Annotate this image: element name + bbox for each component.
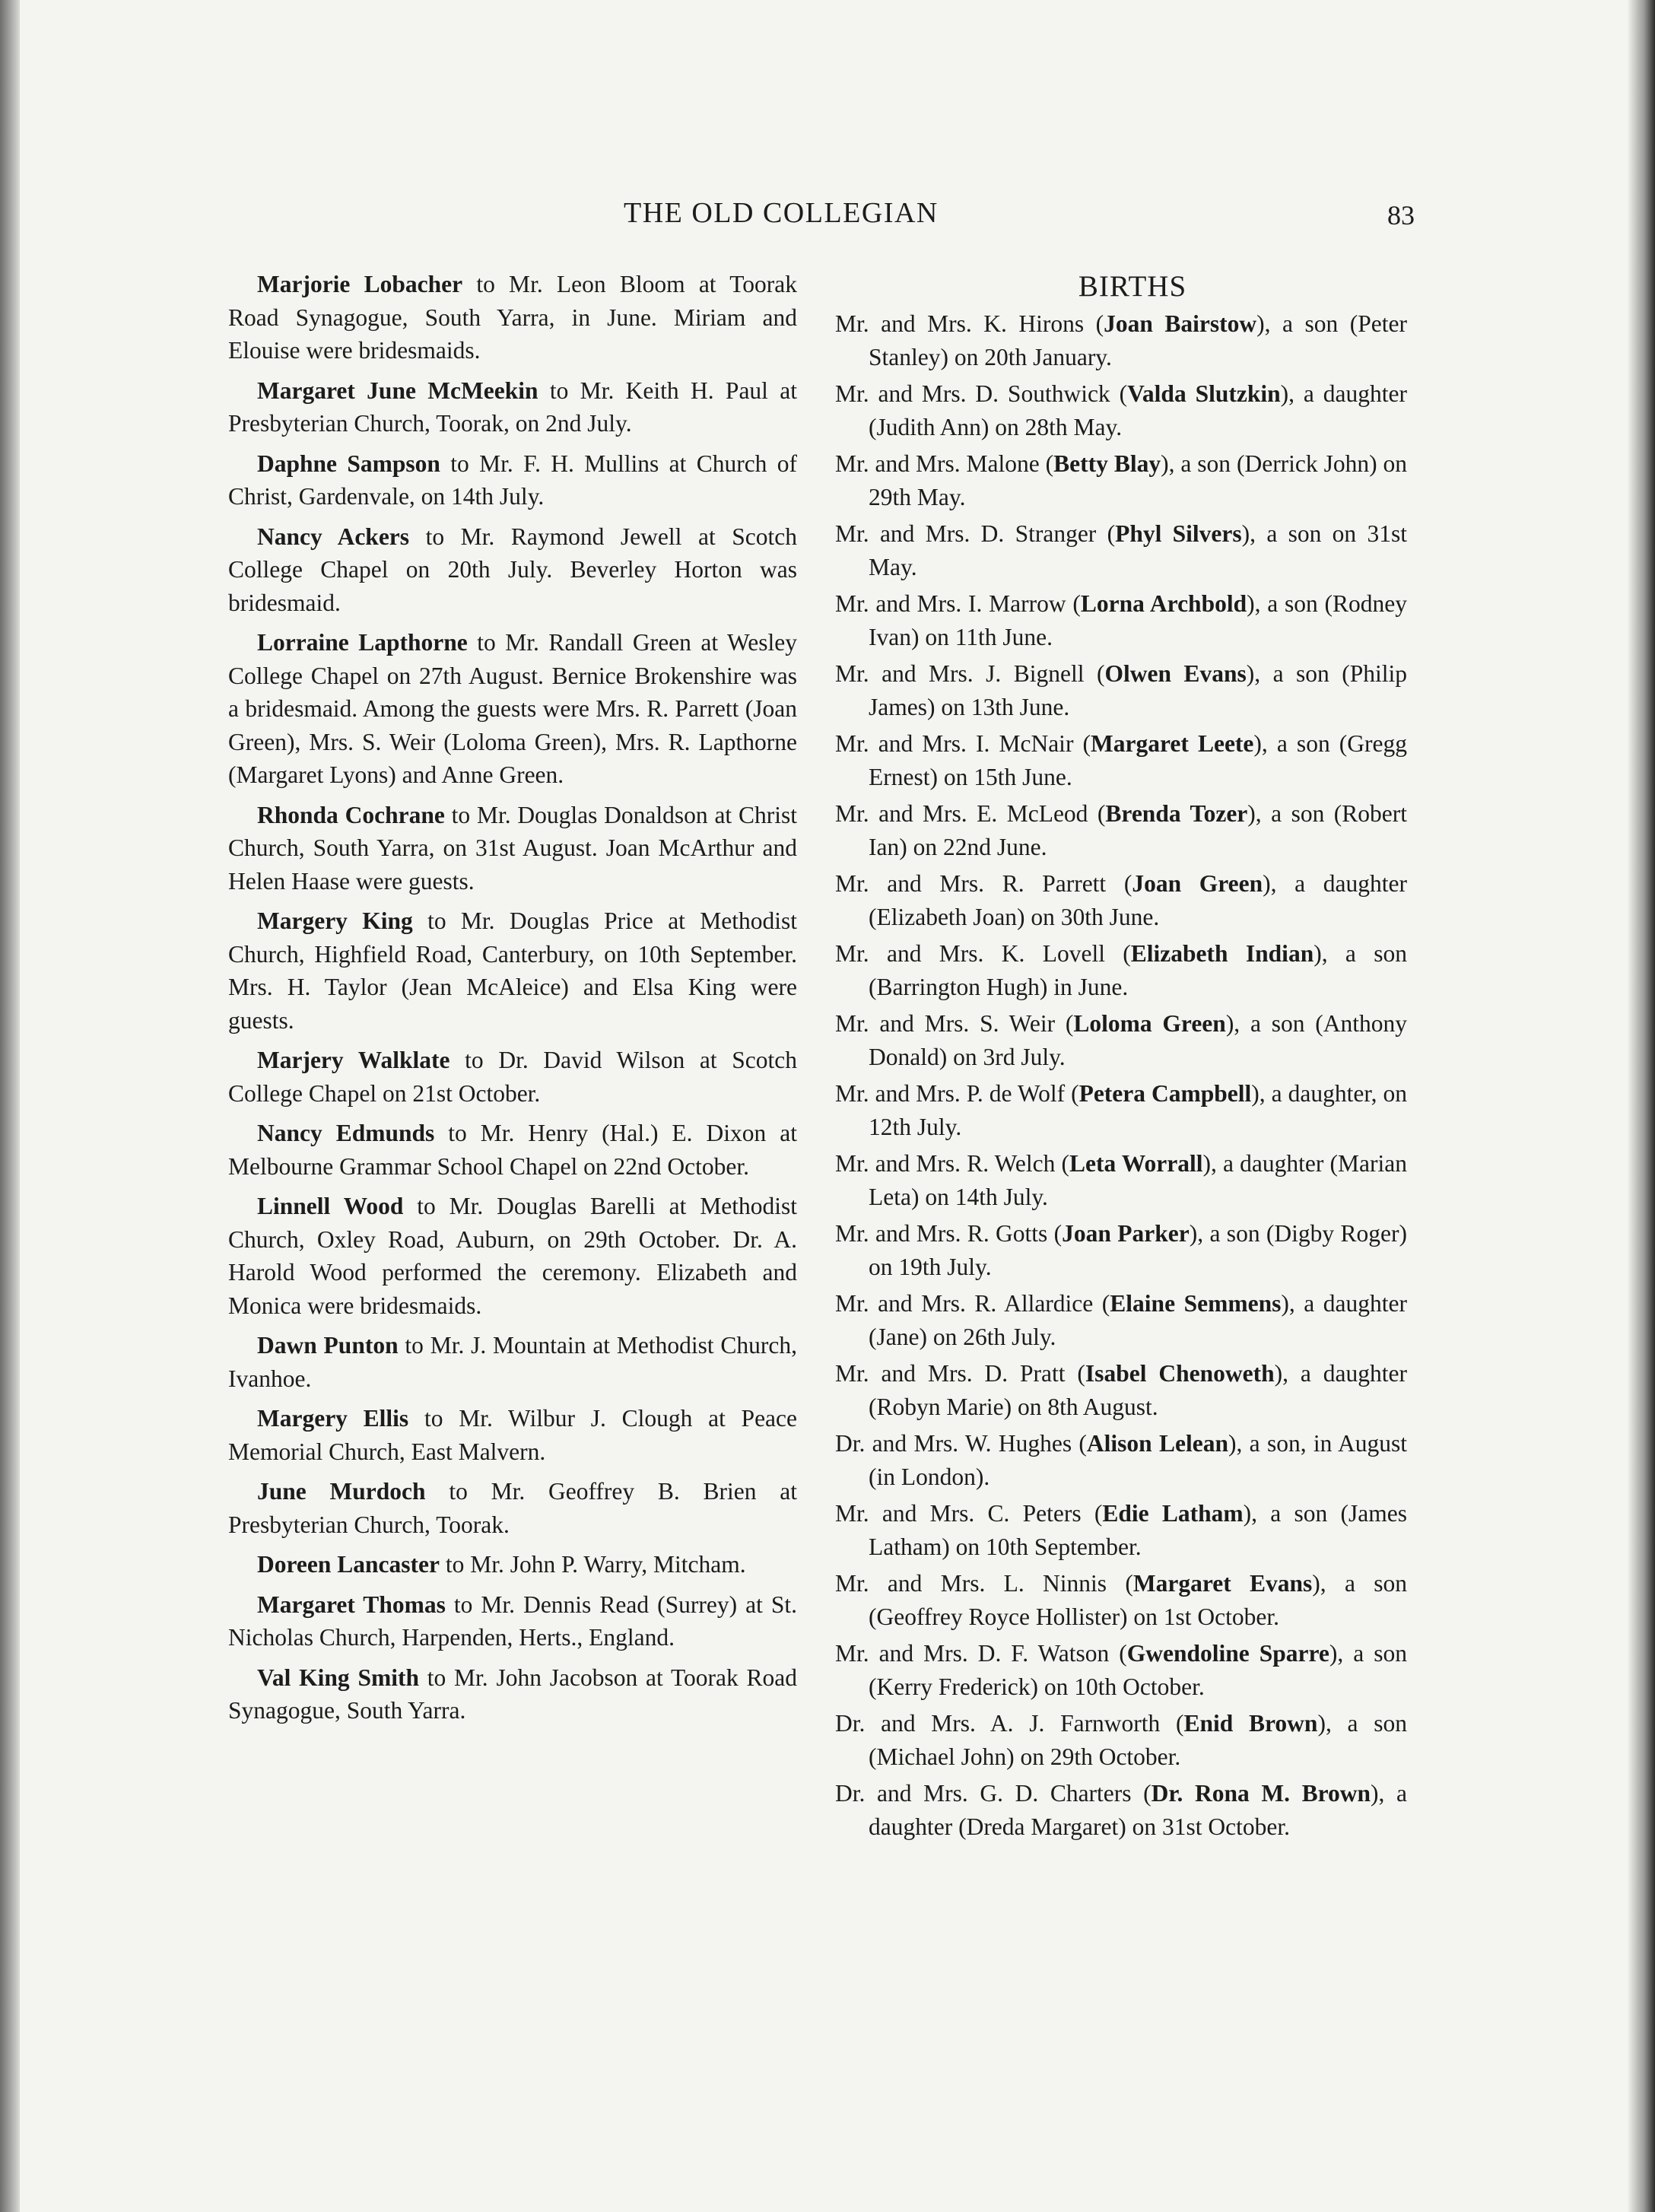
- page-number: 83: [1387, 200, 1415, 230]
- birth-text: ), a son (Gregg Ernest) on 15th June.: [869, 730, 1407, 790]
- mother-maiden-name: Elaine Semmens: [1110, 1290, 1282, 1317]
- parents-text: Mr. and Mrs. K. Hirons (: [835, 310, 1104, 337]
- parents-text: Mr. and Mrs. D. Stranger (: [835, 520, 1116, 547]
- birth-entry: [835, 797, 1407, 863]
- birth-entry: [835, 1287, 1407, 1353]
- birth-text: ), a son (Robert Ian) on 22nd June.: [869, 800, 1408, 860]
- parents-text: Dr. and Mrs. A. J. Farnworth (: [835, 1710, 1184, 1737]
- running-title: THE OLD COLLEGIAN: [624, 197, 939, 229]
- birth-entry: [835, 727, 1407, 793]
- birth-entry: [835, 1147, 1407, 1213]
- birth-entry: [835, 1567, 1407, 1633]
- birth-entry: [835, 1637, 1407, 1703]
- birth-text: ), a daughter (Marian Leta) on 14th July.: [869, 1150, 1407, 1210]
- parents-text: Mr. and Mrs. D. F. Watson (: [835, 1640, 1127, 1667]
- birth-text: ), a daughter, on 12th July.: [869, 1080, 1407, 1140]
- parents-text: Mr. and Mrs. I. McNair (: [835, 730, 1091, 757]
- marriage-text: to Mr. Douglas Barelli at Methodist Church, Oxley Road, Auburn, on 29th October. Dr. A. Harold Wood performed the ceremony. Elizabeth and Monica were bridesmaids.: [228, 1193, 797, 1319]
- birth-text: ), a son (Derrick John) on 29th May.: [869, 450, 1408, 510]
- birth-entry: [835, 1217, 1407, 1283]
- parents-text: Mr. and Mrs. D. Pratt (: [835, 1360, 1085, 1387]
- marriages-column: [228, 268, 797, 1734]
- bride-name: Margaret Thomas: [257, 1591, 446, 1618]
- bride-name: Daphne Sampson: [257, 450, 440, 477]
- marriage-entry: [228, 1661, 797, 1727]
- parents-text: Mr. and Mrs. C. Peters (: [835, 1500, 1103, 1527]
- parents-text: Mr. and Mrs. J. Bignell (: [835, 660, 1105, 687]
- birth-entry: [835, 1707, 1407, 1773]
- bride-name: Val King Smith: [257, 1664, 419, 1691]
- mother-maiden-name: Dr. Rona M. Brown: [1151, 1780, 1371, 1807]
- marriage-entry: [228, 1588, 797, 1654]
- bride-name: Margery King: [257, 907, 413, 934]
- page-header: [228, 196, 1415, 242]
- marriage-entry: [228, 447, 797, 513]
- parents-text: Mr. and Mrs. Malone (: [835, 450, 1054, 477]
- mother-maiden-name: Joan Parker: [1062, 1220, 1190, 1247]
- mother-maiden-name: Margaret Evans: [1132, 1570, 1313, 1597]
- birth-entry: [835, 1427, 1407, 1493]
- page-edge-shadow: [1628, 0, 1655, 2212]
- marriage-text: to Mr. John Jacobson at Toorak Road Synagogue, South Yarra.: [228, 1664, 797, 1724]
- parents-text: Mr. and Mrs. R. Welch (: [835, 1150, 1069, 1177]
- birth-text: ), a son (Peter Stanley) on 20th January.: [869, 310, 1407, 370]
- marriage-text: to Mr. Leon Bloom at Toorak Road Synagogue, South Yarra, in June. Miriam and Elouise were bridesmaids.: [228, 271, 797, 364]
- bride-name: Nancy Ackers: [257, 523, 410, 550]
- mother-maiden-name: Valda Slutzkin: [1127, 380, 1281, 407]
- marriage-entry: [228, 374, 797, 440]
- marriage-entry: [228, 1475, 797, 1541]
- birth-text: ), a son (James Latham) on 10th September.: [869, 1500, 1407, 1560]
- marriage-entry: [228, 1548, 797, 1581]
- marriage-text: to Mr. Douglas Price at Methodist Church, Highfield Road, Canterbury, on 10th September. Mrs. H. Taylor (Jean McAleice) and Elsa King were guests.: [228, 907, 797, 1034]
- mother-maiden-name: Margaret Leete: [1091, 730, 1254, 757]
- births-column: [835, 268, 1407, 1847]
- parents-text: Dr. and Mrs. W. Hughes (: [835, 1430, 1087, 1457]
- bride-name: Marjorie Lobacher: [257, 271, 463, 297]
- mother-maiden-name: Gwendoline Sparre: [1126, 1640, 1329, 1667]
- marriage-text: to Mr. Geoffrey B. Brien at Presbyterian Church, Toorak.: [228, 1478, 797, 1538]
- parents-text: Mr. and Mrs. L. Ninnis (: [835, 1570, 1133, 1597]
- mother-maiden-name: Brenda Tozer: [1105, 800, 1248, 827]
- marriage-entry: [228, 626, 797, 792]
- marriage-text: to Mr. Henry (Hal.) E. Dixon at Melbourne Grammar School Chapel on 22nd October.: [228, 1120, 797, 1180]
- birth-entry: [835, 937, 1407, 1003]
- marriage-text: to Mr. Dennis Read (Surrey) at St. Nicholas Church, Harpenden, Herts., England.: [228, 1591, 797, 1651]
- bride-name: Nancy Edmunds: [257, 1120, 435, 1146]
- marriage-text: to Mr. John P. Warry, Mitcham.: [440, 1551, 746, 1578]
- parents-text: Mr. and Mrs. R. Parrett (: [835, 870, 1132, 897]
- marriage-entry: [228, 1329, 797, 1395]
- mother-maiden-name: Joan Green: [1132, 870, 1263, 897]
- marriage-entry: [228, 904, 797, 1037]
- mother-maiden-name: Lorna Archbold: [1080, 590, 1247, 617]
- parents-text: Mr. and Mrs. E. McLeod (: [835, 800, 1106, 827]
- birth-text: ), a son on 31st May.: [869, 520, 1407, 580]
- parents-text: Dr. and Mrs. G. D. Charters (: [835, 1780, 1152, 1807]
- birth-entry: [835, 657, 1407, 723]
- birth-text: ), a son (Kerry Frederick) on 10th October.: [869, 1640, 1407, 1700]
- mother-maiden-name: Enid Brown: [1183, 1710, 1318, 1737]
- birth-text: ), a son (Philip James) on 13th June.: [869, 660, 1408, 720]
- parents-text: Mr. and Mrs. R. Gotts (: [835, 1220, 1063, 1247]
- marriage-entry: [228, 520, 797, 620]
- marriage-text: to Mr. Keith H. Paul at Presbyterian Church, Toorak, on 2nd July.: [228, 377, 798, 437]
- birth-entry: [835, 587, 1407, 653]
- birth-text: ), a son (Barrington Hugh) in June.: [869, 940, 1408, 1000]
- bride-name: Margaret June McMeekin: [257, 377, 538, 404]
- bride-name: Marjery Walklate: [257, 1047, 450, 1073]
- mother-maiden-name: Isabel Chenoweth: [1085, 1360, 1275, 1387]
- birth-text: ), a son (Anthony Donald) on 3rd July.: [869, 1010, 1407, 1070]
- bride-name: Margery Ellis: [257, 1405, 409, 1432]
- marriage-text: to Mr. Douglas Donaldson at Christ Church, South Yarra, on 31st August. Joan McArthur and Helen Haase were guests.: [228, 801, 797, 895]
- bride-name: Doreen Lancaster: [257, 1551, 440, 1578]
- birth-entry: [835, 1007, 1407, 1073]
- marriage-entry: [228, 1117, 797, 1183]
- birth-text: ), a son, in August (in London).: [869, 1430, 1407, 1490]
- marriage-text: to Mr. Raymond Jewell at Scotch College Chapel on 20th July. Beverley Horton was bridesmaid.: [228, 523, 797, 616]
- birth-text: ), a daughter (Elizabeth Joan) on 30th June.: [869, 870, 1407, 930]
- mother-maiden-name: Betty Blay: [1053, 450, 1161, 477]
- birth-entry: [835, 307, 1407, 373]
- mother-maiden-name: Phyl Silvers: [1115, 520, 1242, 547]
- parents-text: Mr. and Mrs. I. Marrow (: [835, 590, 1081, 617]
- marriage-entry: [228, 1044, 797, 1110]
- parents-text: Mr. and Mrs. D. Southwick (: [835, 380, 1128, 407]
- mother-maiden-name: Alison Lelean: [1086, 1430, 1228, 1457]
- mother-maiden-name: Joan Bairstow: [1104, 310, 1257, 337]
- parents-text: Mr. and Mrs. R. Allardice (: [835, 1290, 1110, 1317]
- marriage-text: to Dr. David Wilson at Scotch College Chapel on 21st October.: [228, 1047, 797, 1107]
- marriage-entry: [228, 1190, 797, 1322]
- birth-entry: [835, 1777, 1407, 1843]
- bride-name: Rhonda Cochrane: [257, 801, 445, 828]
- birth-entry: [835, 377, 1407, 443]
- mother-maiden-name: Elizabeth Indian: [1130, 940, 1314, 967]
- birth-text: ), a son (Geoffrey Royce Hollister) on 1st October.: [869, 1570, 1407, 1630]
- birth-text: ), a son (Rodney Ivan) on 11th June.: [869, 590, 1407, 650]
- marriage-text: to Mr. Randall Green at Wesley College Chapel on 27th August. Bernice Brokenshire was a bridesmaid. Among the guests were Mrs. R. Parrett (Joan Green), Mrs. S. Weir (Loloma Green), Mrs. R. Lapthorne (Margaret Lyons) and Anne Green.: [228, 629, 797, 788]
- birth-entry: [835, 867, 1407, 933]
- bride-name: Dawn Punton: [257, 1332, 399, 1359]
- parents-text: Mr. and Mrs. S. Weir (: [835, 1010, 1074, 1037]
- marriage-entry: [228, 268, 797, 367]
- parents-text: Mr. and Mrs. K. Lovell (: [835, 940, 1131, 967]
- marriage-entry: [228, 1402, 797, 1468]
- marriage-text: to Mr. J. Mountain at Methodist Church, Ivanhoe.: [228, 1332, 798, 1392]
- births-heading: BIRTHS: [1078, 270, 1187, 303]
- birth-text: ), a daughter (Robyn Marie) on 8th August.: [869, 1360, 1407, 1420]
- birth-text: ), a daughter (Dreda Margaret) on 31st October.: [869, 1780, 1407, 1840]
- bride-name: Lorraine Lapthorne: [257, 629, 468, 656]
- mother-maiden-name: Edie Latham: [1102, 1500, 1244, 1527]
- mother-maiden-name: Olwen Evans: [1104, 660, 1247, 687]
- mother-maiden-name: Leta Worrall: [1069, 1150, 1203, 1177]
- marriage-entry: [228, 799, 797, 898]
- birth-entry: [835, 447, 1407, 513]
- birth-text: ), a daughter (Judith Ann) on 28th May.: [869, 380, 1407, 440]
- bride-name: June Murdoch: [257, 1478, 426, 1505]
- marriage-text: to Mr. F. H. Mullins at Church of Christ, Gardenvale, on 14th July.: [228, 450, 798, 510]
- birth-entry: [835, 1077, 1407, 1143]
- mother-maiden-name: Petera Campbell: [1078, 1080, 1252, 1107]
- birth-entry: [835, 1357, 1407, 1423]
- birth-entry: [835, 517, 1407, 583]
- marriage-text: to Mr. Wilbur J. Clough at Peace Memorial Church, East Malvern.: [228, 1405, 798, 1465]
- birth-text: ), a daughter (Jane) on 26th July.: [869, 1290, 1407, 1350]
- birth-entry: [835, 1497, 1407, 1563]
- bride-name: Linnell Wood: [257, 1193, 404, 1219]
- page-gutter-shadow: [0, 0, 20, 2212]
- birth-text: ), a son (Digby Roger) on 19th July.: [869, 1220, 1407, 1280]
- birth-text: ), a son (Michael John) on 29th October.: [869, 1710, 1407, 1770]
- mother-maiden-name: Loloma Green: [1073, 1010, 1226, 1037]
- parents-text: Mr. and Mrs. P. de Wolf (: [835, 1080, 1079, 1107]
